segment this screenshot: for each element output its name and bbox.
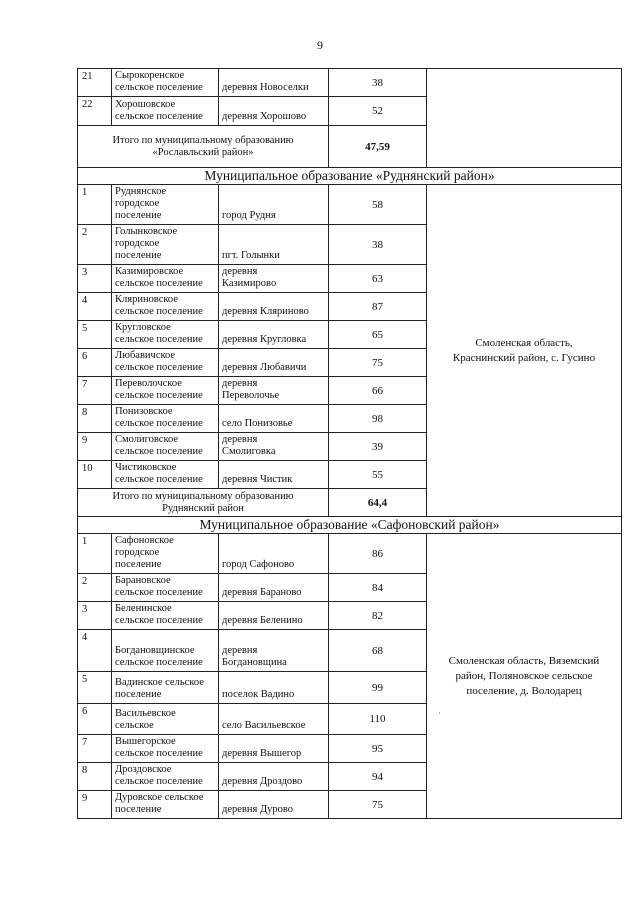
settlement-value: 99 (329, 672, 427, 704)
settlement-value: 86 (329, 534, 427, 574)
settlement-value: 84 (329, 574, 427, 602)
row-number: 5 (78, 321, 112, 349)
settlement-locality: деревня Любавичи (219, 349, 329, 377)
settlement-value: 95 (329, 735, 427, 763)
settlement-value: 55 (329, 461, 427, 489)
settlement-name: Дуровское сельское поселение (112, 791, 219, 819)
settlement-value: 82 (329, 602, 427, 630)
settlement-name: Дроздовское сельское поселение (112, 763, 219, 791)
total-value: 47,59 (329, 126, 427, 168)
row-number: 10 (78, 461, 112, 489)
settlement-locality: деревня Новоселки (219, 69, 329, 97)
settlement-name: Смолиговское сельское поселение (112, 433, 219, 461)
settlement-locality: деревня Богдановщина (219, 630, 329, 672)
settlement-value: 75 (329, 791, 427, 819)
table-row (78, 185, 622, 225)
settlement-locality: деревня Кругловка (219, 321, 329, 349)
row-number: 6 (78, 349, 112, 377)
settlement-locality: деревня Беленино (219, 602, 329, 630)
row-number: 22 (78, 97, 112, 126)
settlement-locality: деревня Дроздово (219, 763, 329, 791)
settlement-name: Вадинское сельское поселение (112, 672, 219, 704)
settlement-value: 94 (329, 763, 427, 791)
page-number: 9 (317, 38, 323, 52)
settlement-value: 38 (329, 225, 427, 265)
settlement-name: Кругловское сельское поселение (112, 321, 219, 349)
row-number: 2 (78, 225, 112, 265)
settlement-value: 65 (329, 321, 427, 349)
section-title: Муниципальное образование «Сафоновский район» (78, 517, 622, 534)
settlement-value: 39 (329, 433, 427, 461)
settlement-name: Богдановщинское сельское поселение (112, 630, 219, 672)
settlement-name: Любавичское сельское поселение (112, 349, 219, 377)
settlement-locality: деревня Вышегор (219, 735, 329, 763)
row-number: 4 (78, 630, 112, 672)
address-cell (427, 69, 622, 168)
settlement-name: Переволочское сельское поселение (112, 377, 219, 405)
settlement-value: 110 (329, 704, 427, 735)
row-number: 5 (78, 672, 112, 704)
settlement-name: Казимировское сельское поселение (112, 265, 219, 293)
settlement-locality: поселок Вадино (219, 672, 329, 704)
row-number: 7 (78, 377, 112, 405)
row-number: 8 (78, 763, 112, 791)
settlement-value: 68 (329, 630, 427, 672)
settlement-name: Понизовское сельское поселение (112, 405, 219, 433)
total-label: Итого по муниципальному образованию «Рославльский район» (78, 126, 329, 168)
total-label: Итого по муниципальному образованию Руднянский район (78, 489, 329, 517)
settlement-name: Вышегорское сельское поселение (112, 735, 219, 763)
settlement-value: 58 (329, 185, 427, 225)
settlement-value: 75 (329, 349, 427, 377)
row-number: 9 (78, 433, 112, 461)
settlement-name: Сафоновское городское поселение (112, 534, 219, 574)
section-title: Муниципальное образование «Руднянский район» (78, 168, 622, 185)
table-row (78, 69, 622, 97)
row-number: 21 (78, 69, 112, 97)
row-number: 8 (78, 405, 112, 433)
row-number: 6 (78, 704, 112, 735)
settlement-locality: село Понизовье (219, 405, 329, 433)
settlement-locality: деревня Смолиговка (219, 433, 329, 461)
table-row (78, 534, 622, 574)
section-header-row (78, 168, 622, 185)
row-number: 1 (78, 534, 112, 574)
settlement-value: 98 (329, 405, 427, 433)
row-number: 4 (78, 293, 112, 321)
settlement-locality: город Сафоново (219, 534, 329, 574)
section-header-row (78, 517, 622, 534)
settlement-locality: город Рудня (219, 185, 329, 225)
settlement-name: Беленинское сельское поселение (112, 602, 219, 630)
settlement-locality: деревня Хорошово (219, 97, 329, 126)
settlement-value: 63 (329, 265, 427, 293)
settlement-name: Хорошовское сельское поселение (112, 97, 219, 126)
settlement-name: Сырокоренское сельское поселение (112, 69, 219, 97)
settlement-locality: деревня Чистик (219, 461, 329, 489)
settlement-name: Кляриновское сельское поселение (112, 293, 219, 321)
settlement-name: Голынковское городское поселение (112, 225, 219, 265)
settlement-locality: деревня Казимирово (219, 265, 329, 293)
address-cell: Смоленская область, Краснинский район, с. Гусино (427, 185, 622, 517)
settlement-value: 52 (329, 97, 427, 126)
settlement-locality: деревня Переволочье (219, 377, 329, 405)
settlement-locality: село Васильевское (219, 704, 329, 735)
settlement-name: Барановское сельское поселение (112, 574, 219, 602)
row-number: 3 (78, 265, 112, 293)
row-number: 9 (78, 791, 112, 819)
row-number: 3 (78, 602, 112, 630)
settlement-name: Руднянское городское поселение (112, 185, 219, 225)
settlement-value: 38 (329, 69, 427, 97)
settlement-value: 66 (329, 377, 427, 405)
settlement-locality: деревня Дурово (219, 791, 329, 819)
settlement-name: Чистиковское сельское поселение (112, 461, 219, 489)
row-number: 2 (78, 574, 112, 602)
settlement-locality: деревня Кляриново (219, 293, 329, 321)
row-number: 1 (78, 185, 112, 225)
address-cell: Смоленская область, Вяземский район, Поляновское сельское поселение, д. Володарец (427, 534, 622, 819)
total-value: 64,4 (329, 489, 427, 517)
settlement-locality: пгт. Голынки (219, 225, 329, 265)
settlement-name: Васильевское сельское (112, 704, 219, 735)
stray-mark: · (438, 708, 441, 718)
settlement-value: 87 (329, 293, 427, 321)
row-number: 7 (78, 735, 112, 763)
settlement-locality: деревня Бараново (219, 574, 329, 602)
settlements-table (77, 68, 622, 819)
